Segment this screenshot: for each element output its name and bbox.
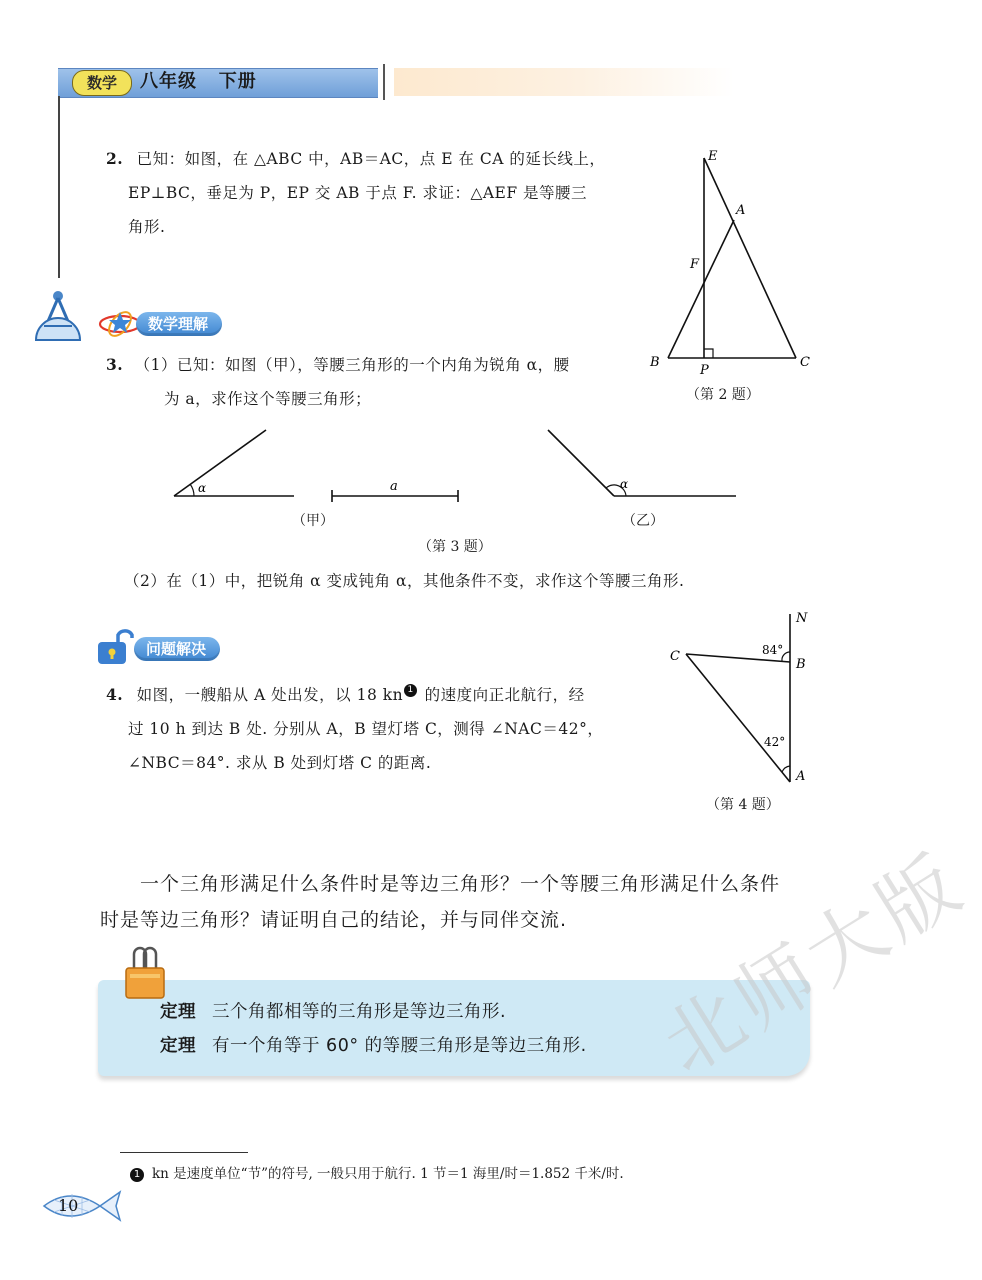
subject-badge: 数学 [72,70,132,96]
fish-page-icon [40,1186,124,1226]
header-divider [383,64,385,100]
problem-2-text [106,142,646,244]
discussion-text [100,866,812,938]
label-A4: A [796,769,806,784]
segment-a-label: a [390,479,398,494]
footnote-marker: 1 [130,1168,144,1182]
caption-problem-3: （第 3 题） [418,539,492,555]
compass-icon [30,286,86,348]
angle-jia-ray1 [174,430,266,496]
label-B4: B [796,657,806,672]
problem-4-text [106,678,666,780]
line-EC [704,158,796,358]
footnote-text: kn 是速度单位“节”的符号, 一般只用于航行. 1 节＝1 海里/时＝1.852 千米/时. [152,1166,624,1182]
label-A: A [736,203,746,218]
problem-3-part2: （2）在（1）中，把锐角 α 变成钝角 α，其他条件不变，求作这个等腰三角形. [124,572,685,590]
label-yi: （乙） [622,513,664,529]
theorem-2-text: 有一个角等于 60° 的等腰三角形是等边三角形. [212,1036,587,1056]
angle-84: 84° [762,643,784,657]
label-P: P [700,363,709,378]
line-CA [686,654,790,782]
problem-3-text [106,348,666,416]
problem-2-line3: 角形. [128,218,166,236]
footnote-rule [120,1152,248,1153]
line-AB [668,220,734,358]
problem-4-line2: 过 10 h 到达 B 处. 分别从 A，B 望灯塔 C，测得 ∠NAC＝42°， [128,720,604,738]
binder-clip-icon [122,944,168,1002]
angle-yi-ray1 [548,430,614,496]
caption-problem-2: （第 2 题） [686,387,760,403]
section-problem-label: 问题解决 [134,637,220,661]
figure-problem-2 [640,140,820,376]
problem-2-line2: EP⊥BC，垂足为 P，EP 交 AB 于点 F. 求证：△AEF 是等腰三 [128,184,588,202]
discussion-line1: 一个三角形满足什么条件时是等边三角形？一个等腰三角形满足什么条件 [140,873,781,895]
lock-icon [96,626,134,666]
footnote-ref-marker[interactable]: 1 [404,684,417,697]
label-C: C [800,355,810,370]
margin-rule [58,96,60,278]
problem-4-line1a: 如图，一艘船从 A 处出发，以 18 kn [136,686,404,704]
theorem-1 [160,998,506,1026]
theorem-1-label: 定理 [160,1002,196,1022]
footnote [130,1164,624,1184]
problem-4-line3: ∠NBC＝84°. 求从 B 处到灯塔 C 的距离. [128,754,432,772]
label-N: N [796,611,808,626]
problem-3-part1-line1: （1）已知：如图（甲），等腰三角形的一个内角为锐角 α，腰 [134,356,570,374]
theorem-1-text: 三个角都相等的三角形是等边三角形. [212,1002,507,1022]
theorem-2 [160,1032,587,1060]
problem-4-line1b: 的速度向正北航行，经 [419,686,585,704]
grade-title: 八年级 下册 [140,71,257,92]
caption-problem-4: （第 4 题） [706,797,780,813]
alpha-yi: α [620,477,629,491]
right-angle-mark [704,349,713,358]
discussion-line2: 时是等边三角形？请证明自己的结论，并与同伴交流. [100,909,568,931]
angle-42: 42° [764,735,786,749]
problem-3-part1-line2: 为 a，求作这个等腰三角形； [164,390,372,408]
angle-jia-arc [190,484,194,496]
figure-problem-4 [664,606,824,790]
problem-2-line1: 已知：如图，在 △ABC 中，AB＝AC，点 E 在 CA 的延长线上， [136,150,606,168]
section-understanding-label: 数学理解 [136,312,222,336]
publisher-watermark: 北师大版 [647,837,981,1092]
problem-4-number: 4. [106,685,124,704]
problem-2-number: 2. [106,149,124,168]
label-C4: C [670,649,680,664]
label-F: F [690,257,700,272]
problem-3-number: 3. [106,355,124,374]
figure-problem-3 [160,420,760,520]
label-E: E [708,149,718,164]
angle-a-arc [782,766,790,772]
theorem-2-label: 定理 [160,1036,196,1056]
page-number: 10 [58,1196,79,1215]
label-B: B [650,355,660,370]
header-fade [394,68,734,96]
alpha-jia: α [198,481,207,495]
label-jia: （甲） [292,513,334,529]
